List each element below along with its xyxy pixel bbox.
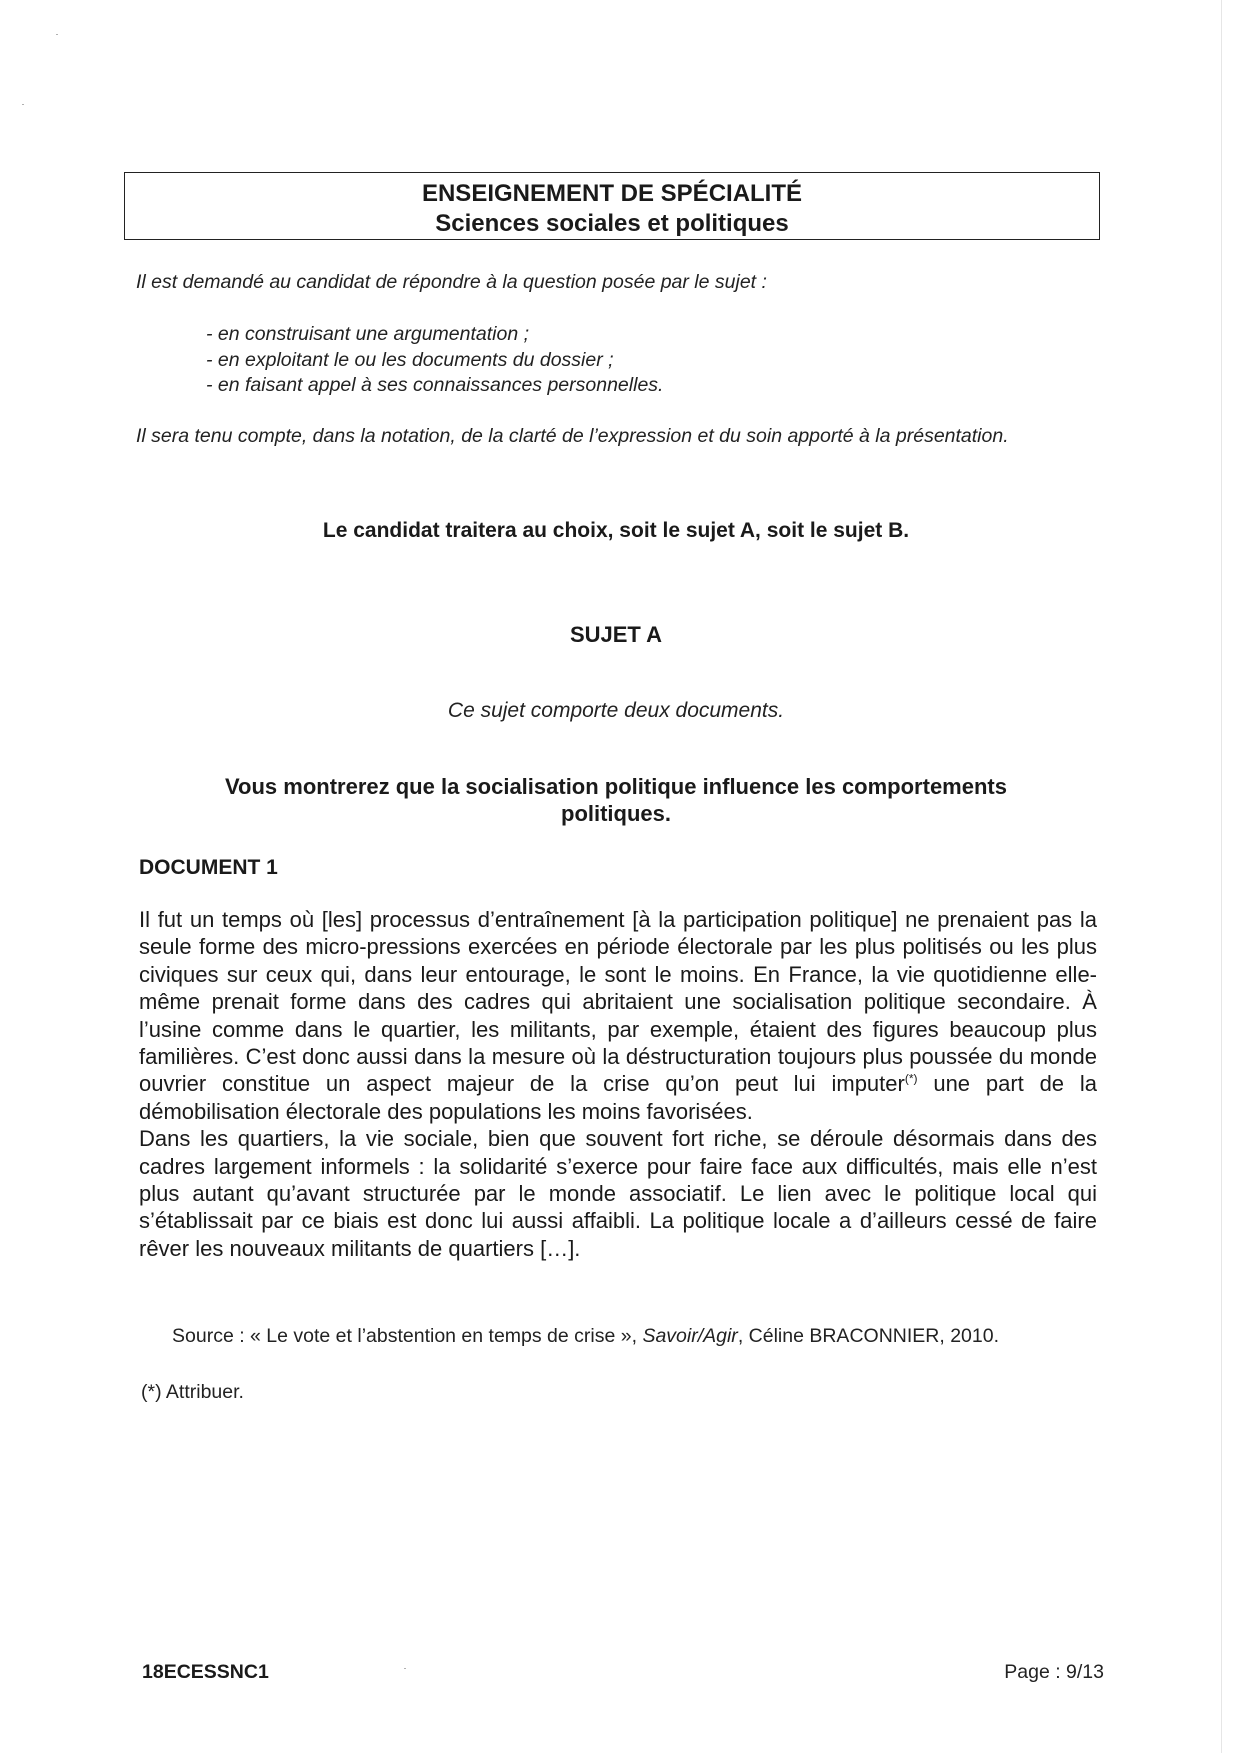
source-suffix: , Céline BRACONNIER, 2010.	[737, 1325, 999, 1347]
instruction-item: - en faisant appel à ses connaissances personnelles.	[206, 374, 664, 396]
header-title: ENSEIGNEMENT DE SPÉCIALITÉ	[421, 180, 803, 207]
subject-choice: Le candidat traitera au choix, soit le sujet A, soit le sujet B.	[322, 519, 910, 542]
header-subtitle: Sciences sociales et politiques	[435, 210, 789, 237]
footnote: (*) Attribuer.	[141, 1381, 244, 1403]
document-paragraph	[139, 906, 1097, 1125]
document-body	[139, 906, 1097, 1262]
footnote-marker: (*)	[904, 1072, 918, 1087]
sujet-note: Ce sujet comporte deux documents.	[447, 699, 785, 722]
header-box	[124, 172, 1100, 240]
document-title: DOCUMENT 1	[139, 856, 278, 879]
page-edge-rule	[1221, 0, 1222, 1753]
footer-page-number: Page : 9/13	[1004, 1661, 1104, 1683]
footer-exam-code: 18ECESSNC1	[142, 1661, 269, 1683]
instruction-item: - en exploitant le ou les documents du dossier ;	[206, 348, 614, 371]
instructions-intro: Il est demandé au candidat de répondre à la question posée par le sujet :	[136, 271, 767, 293]
scan-speck	[404, 1668, 406, 1669]
scan-speck	[56, 34, 58, 35]
document-paragraph: Dans les quartiers, la vie sociale, bien que souvent fort riche, se déroule désormais dans des cadres largement informels : la solidarité s’exerce pour faire face aux difficultés, mais elle n’est plus autant qu’avant structurée par le monde associatif. Le lien avec le politique local qui s’établissait par ce biais est donc lui aussi affaibli. La politique locale a d’ailleurs cessé de faire rêver les nouveaux militants de quartiers […].	[139, 1126, 1097, 1261]
paragraph-text: Il fut un temps où [les] processus d’entraînement [à la participation politique] ne prenaient pas la seule forme des micro-pressions exercées en période électorale par les plus politisés ou les plus civiques sur ceux qui, dans leur entourage, le sont le moins. En France, la vie quotidienne elle-même prenait forme dans des cadres qui abritaient une socialisation politique secondaire. À l’usine comme dans le quartier, les militants, par exemple, étaient des figures beaucoup plus familières. C’est donc aussi dans la mesure où la déstructuration toujours plus poussée du monde ouvrier constitue un aspect majeur de la crise qu’on peut lui imputer	[139, 907, 1097, 1097]
document-source	[172, 1324, 1102, 1349]
source-publication: Savoir/Agir	[642, 1325, 738, 1347]
scan-speck	[22, 104, 24, 105]
sujet-question: Vous montrerez que la socialisation politique influence les comportements politiques.	[225, 774, 1007, 826]
instructions-list	[206, 322, 1086, 399]
source-prefix: Source : « Le vote et l’abstention en temps de crise »,	[172, 1325, 643, 1347]
instruction-item: - en construisant une argumentation ;	[206, 323, 530, 345]
paragraph-text: une part de la démobilisation électorale des populations les moins favorisées.	[139, 1071, 1097, 1124]
sujet-title: SUJET A	[569, 622, 663, 647]
notation-note: Il sera tenu compte, dans la notation, de la clarté de l’expression et du soin apporté à la présentation.	[136, 425, 1009, 447]
